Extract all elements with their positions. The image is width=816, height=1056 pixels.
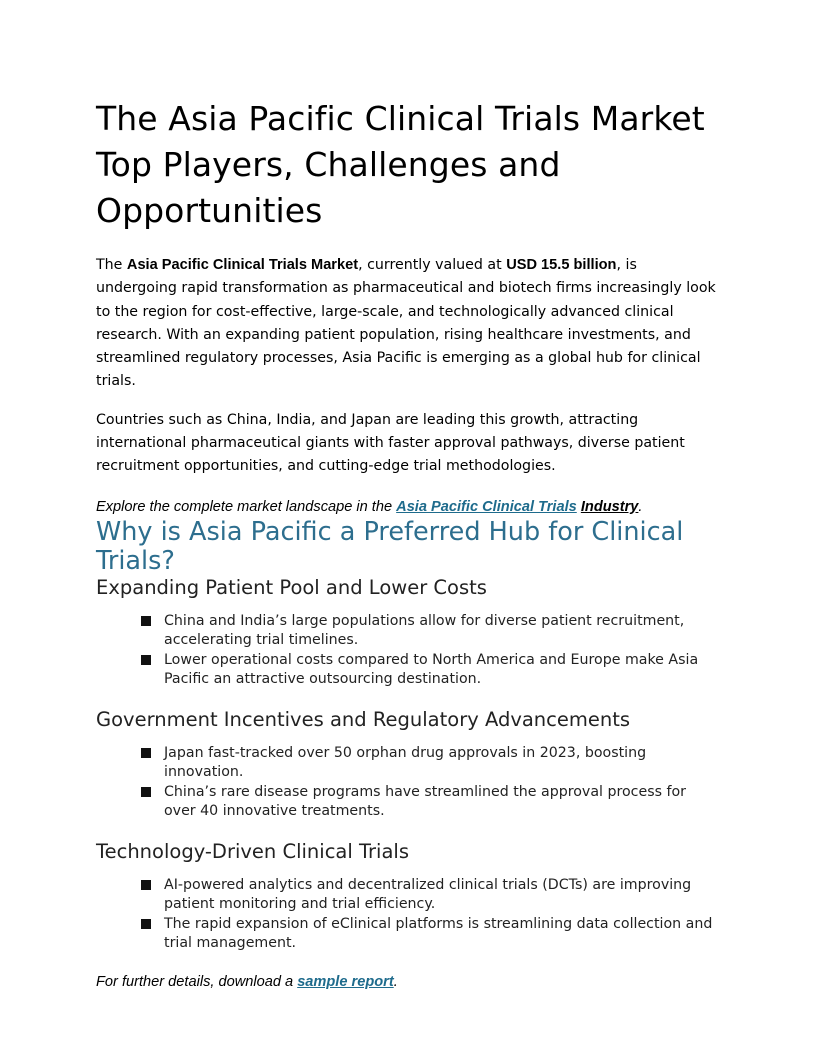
- explore-line: [96, 497, 716, 517]
- square-bullet-icon: [141, 880, 151, 890]
- list-item: [140, 876, 716, 915]
- bullet-list: [96, 876, 716, 954]
- list-item: [140, 612, 716, 651]
- explore-end: .: [638, 498, 643, 515]
- intro-text-3: , is undergoing rapid transformation as pharmaceutical and biotech firms increasingly look to the region for cost-effective, large-scale, and technologically advanced clinical research. With an expanding patient population, rising healthcare investments, and streamlined regulatory processes, Asia Pacific is emerging as a global hub for clinical trials.: [96, 257, 716, 390]
- industry-link[interactable]: Asia Pacific Clinical Trials: [396, 498, 577, 515]
- list-item: [140, 744, 716, 783]
- list-item: [140, 783, 716, 822]
- further-details-line: [96, 972, 716, 992]
- list-item-text: The rapid expansion of eClinical platforms is streamlining data collection and trial management.: [164, 915, 713, 952]
- section-patient-pool: [96, 576, 716, 690]
- document-title: The Asia Pacific Clinical Trials Market Top Players, Challenges and Opportunities: [96, 99, 705, 230]
- square-bullet-icon: [141, 616, 151, 626]
- section-government-incentives: [96, 708, 716, 822]
- countries-paragraph: Countries such as China, India, and Japan are leading this growth, attracting international pharmaceutical giants with faster approval pathways, diverse patient recruitment opportunities, and cutting-edge trial methodologies.: [96, 411, 685, 475]
- sample-report-link[interactable]: sample report: [297, 973, 394, 990]
- further-text: For further details, download a: [96, 973, 298, 990]
- list-item: [140, 915, 716, 954]
- list-item-text: Japan fast-tracked over 50 orphan drug approvals in 2023, boosting innovation.: [164, 744, 647, 781]
- list-item: [140, 651, 716, 690]
- why-heading: Why is Asia Pacific a Preferred Hub for Clinical Trials?: [96, 516, 684, 576]
- list-item-text: AI-powered analytics and decentralized clinical trials (DCTs) are improving patient monitoring and trial efficiency.: [164, 876, 692, 913]
- section-heading: Expanding Patient Pool and Lower Costs: [96, 575, 487, 599]
- square-bullet-icon: [141, 787, 151, 797]
- explore-text: Explore the complete market landscape in the: [96, 498, 397, 515]
- intro-paragraph: [96, 254, 716, 394]
- list-item-text: China’s rare disease programs have streamlined the approval process for over 40 innovative treatments.: [164, 783, 687, 820]
- bullet-list: [96, 744, 716, 822]
- intro-text-1: The: [96, 257, 127, 273]
- intro-text-2: , currently valued at: [358, 257, 507, 273]
- section-heading: Technology-Driven Clinical Trials: [96, 839, 409, 863]
- intro-bold-market: Asia Pacific Clinical Trials Market: [126, 257, 359, 273]
- section-technology: [96, 840, 716, 954]
- document-page: [96, 96, 716, 992]
- further-end: .: [393, 973, 398, 990]
- square-bullet-icon: [141, 655, 151, 665]
- intro-bold-value: USD 15.5 billion: [506, 257, 617, 273]
- bullet-list: [96, 612, 716, 690]
- industry-link-tail[interactable]: Industry: [580, 498, 639, 515]
- section-heading: Government Incentives and Regulatory Advancements: [96, 707, 631, 731]
- square-bullet-icon: [141, 748, 151, 758]
- list-item-text: Lower operational costs compared to North America and Europe make Asia Pacific an attractive outsourcing destination.: [164, 651, 699, 688]
- square-bullet-icon: [141, 919, 151, 929]
- list-item-text: China and India’s large populations allow for diverse patient recruitment, accelerating trial timelines.: [164, 612, 685, 649]
